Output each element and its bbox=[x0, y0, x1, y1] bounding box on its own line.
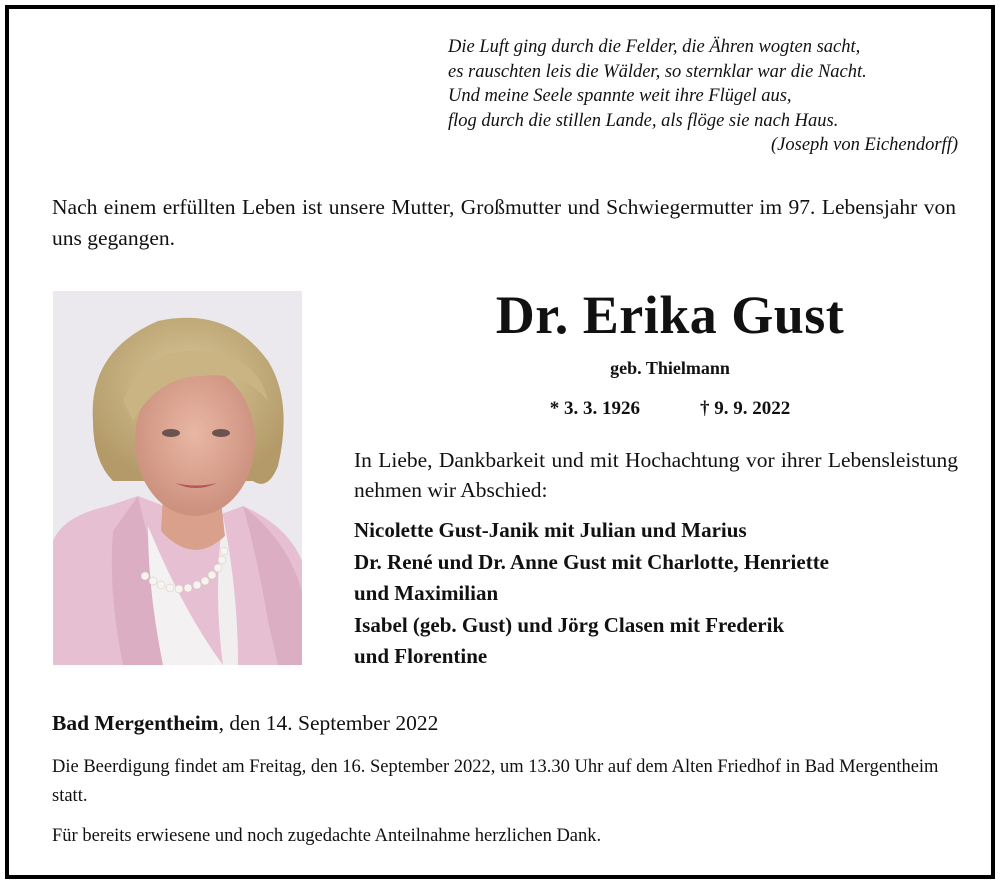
poem-line: Und meine Seele spannte weit ihre Flügel aus, bbox=[448, 86, 792, 106]
place-date-line bbox=[52, 708, 438, 738]
poem-line: flog durch die stillen Lande, als flöge sie nach Haus. bbox=[448, 110, 839, 131]
burial-info: Die Beerdigung findet am Freitag, den 16. September 2022, um 13.30 Uhr auf dem Alten Friedhof in Bad Mergentheim statt. bbox=[52, 757, 939, 806]
birth-name: geb. Thielmann bbox=[610, 358, 730, 378]
mourner-line: Nicolette Gust-Janik mit Julian und Marius bbox=[354, 518, 747, 542]
place-name: Bad Mergentheim bbox=[52, 711, 219, 735]
birth-date: * 3. 3. 1926 bbox=[549, 398, 640, 419]
mourner-line: und Florentine bbox=[354, 644, 488, 668]
intro-text: Nach einem erfüllten Leben ist unsere Mutter, Großmutter und Schwiegermutter im 97. Lebensjahr von uns gegangen. bbox=[52, 195, 956, 250]
poem-line: Die Luft ging durch die Felder, die Ähren wogten sacht, bbox=[448, 37, 861, 57]
notice-date: , den 14. September 2022 bbox=[218, 711, 439, 735]
poem-author: (Joseph von Eichendorff) bbox=[771, 135, 958, 155]
death-date: † 9. 9. 2022 bbox=[700, 398, 791, 419]
mourner-line: Isabel (geb. Gust) und Jörg Clasen mit Frederik bbox=[354, 612, 785, 637]
thanks-text: Für bereits erwiesene und noch zugedachte Anteilnahme herzlichen Dank. bbox=[52, 826, 602, 846]
portrait-photo bbox=[53, 291, 302, 665]
mourner-line: und Maximilian bbox=[354, 581, 499, 605]
mourner-line: Dr. René und Dr. Anne Gust mit Charlotte, Henriette bbox=[354, 549, 830, 574]
poem-line: es rauschten leis die Wälder, so sternklar war die Nacht. bbox=[448, 61, 867, 82]
mourners-list bbox=[354, 515, 974, 673]
deceased-name: Dr. Erika Gust bbox=[495, 285, 845, 345]
poem bbox=[448, 35, 958, 158]
life-dates bbox=[355, 398, 985, 420]
farewell-text: In Liebe, Dankbarkeit und mit Hochachtung vor ihrer Lebensleistung nehmen wir Abschied: bbox=[354, 448, 958, 502]
